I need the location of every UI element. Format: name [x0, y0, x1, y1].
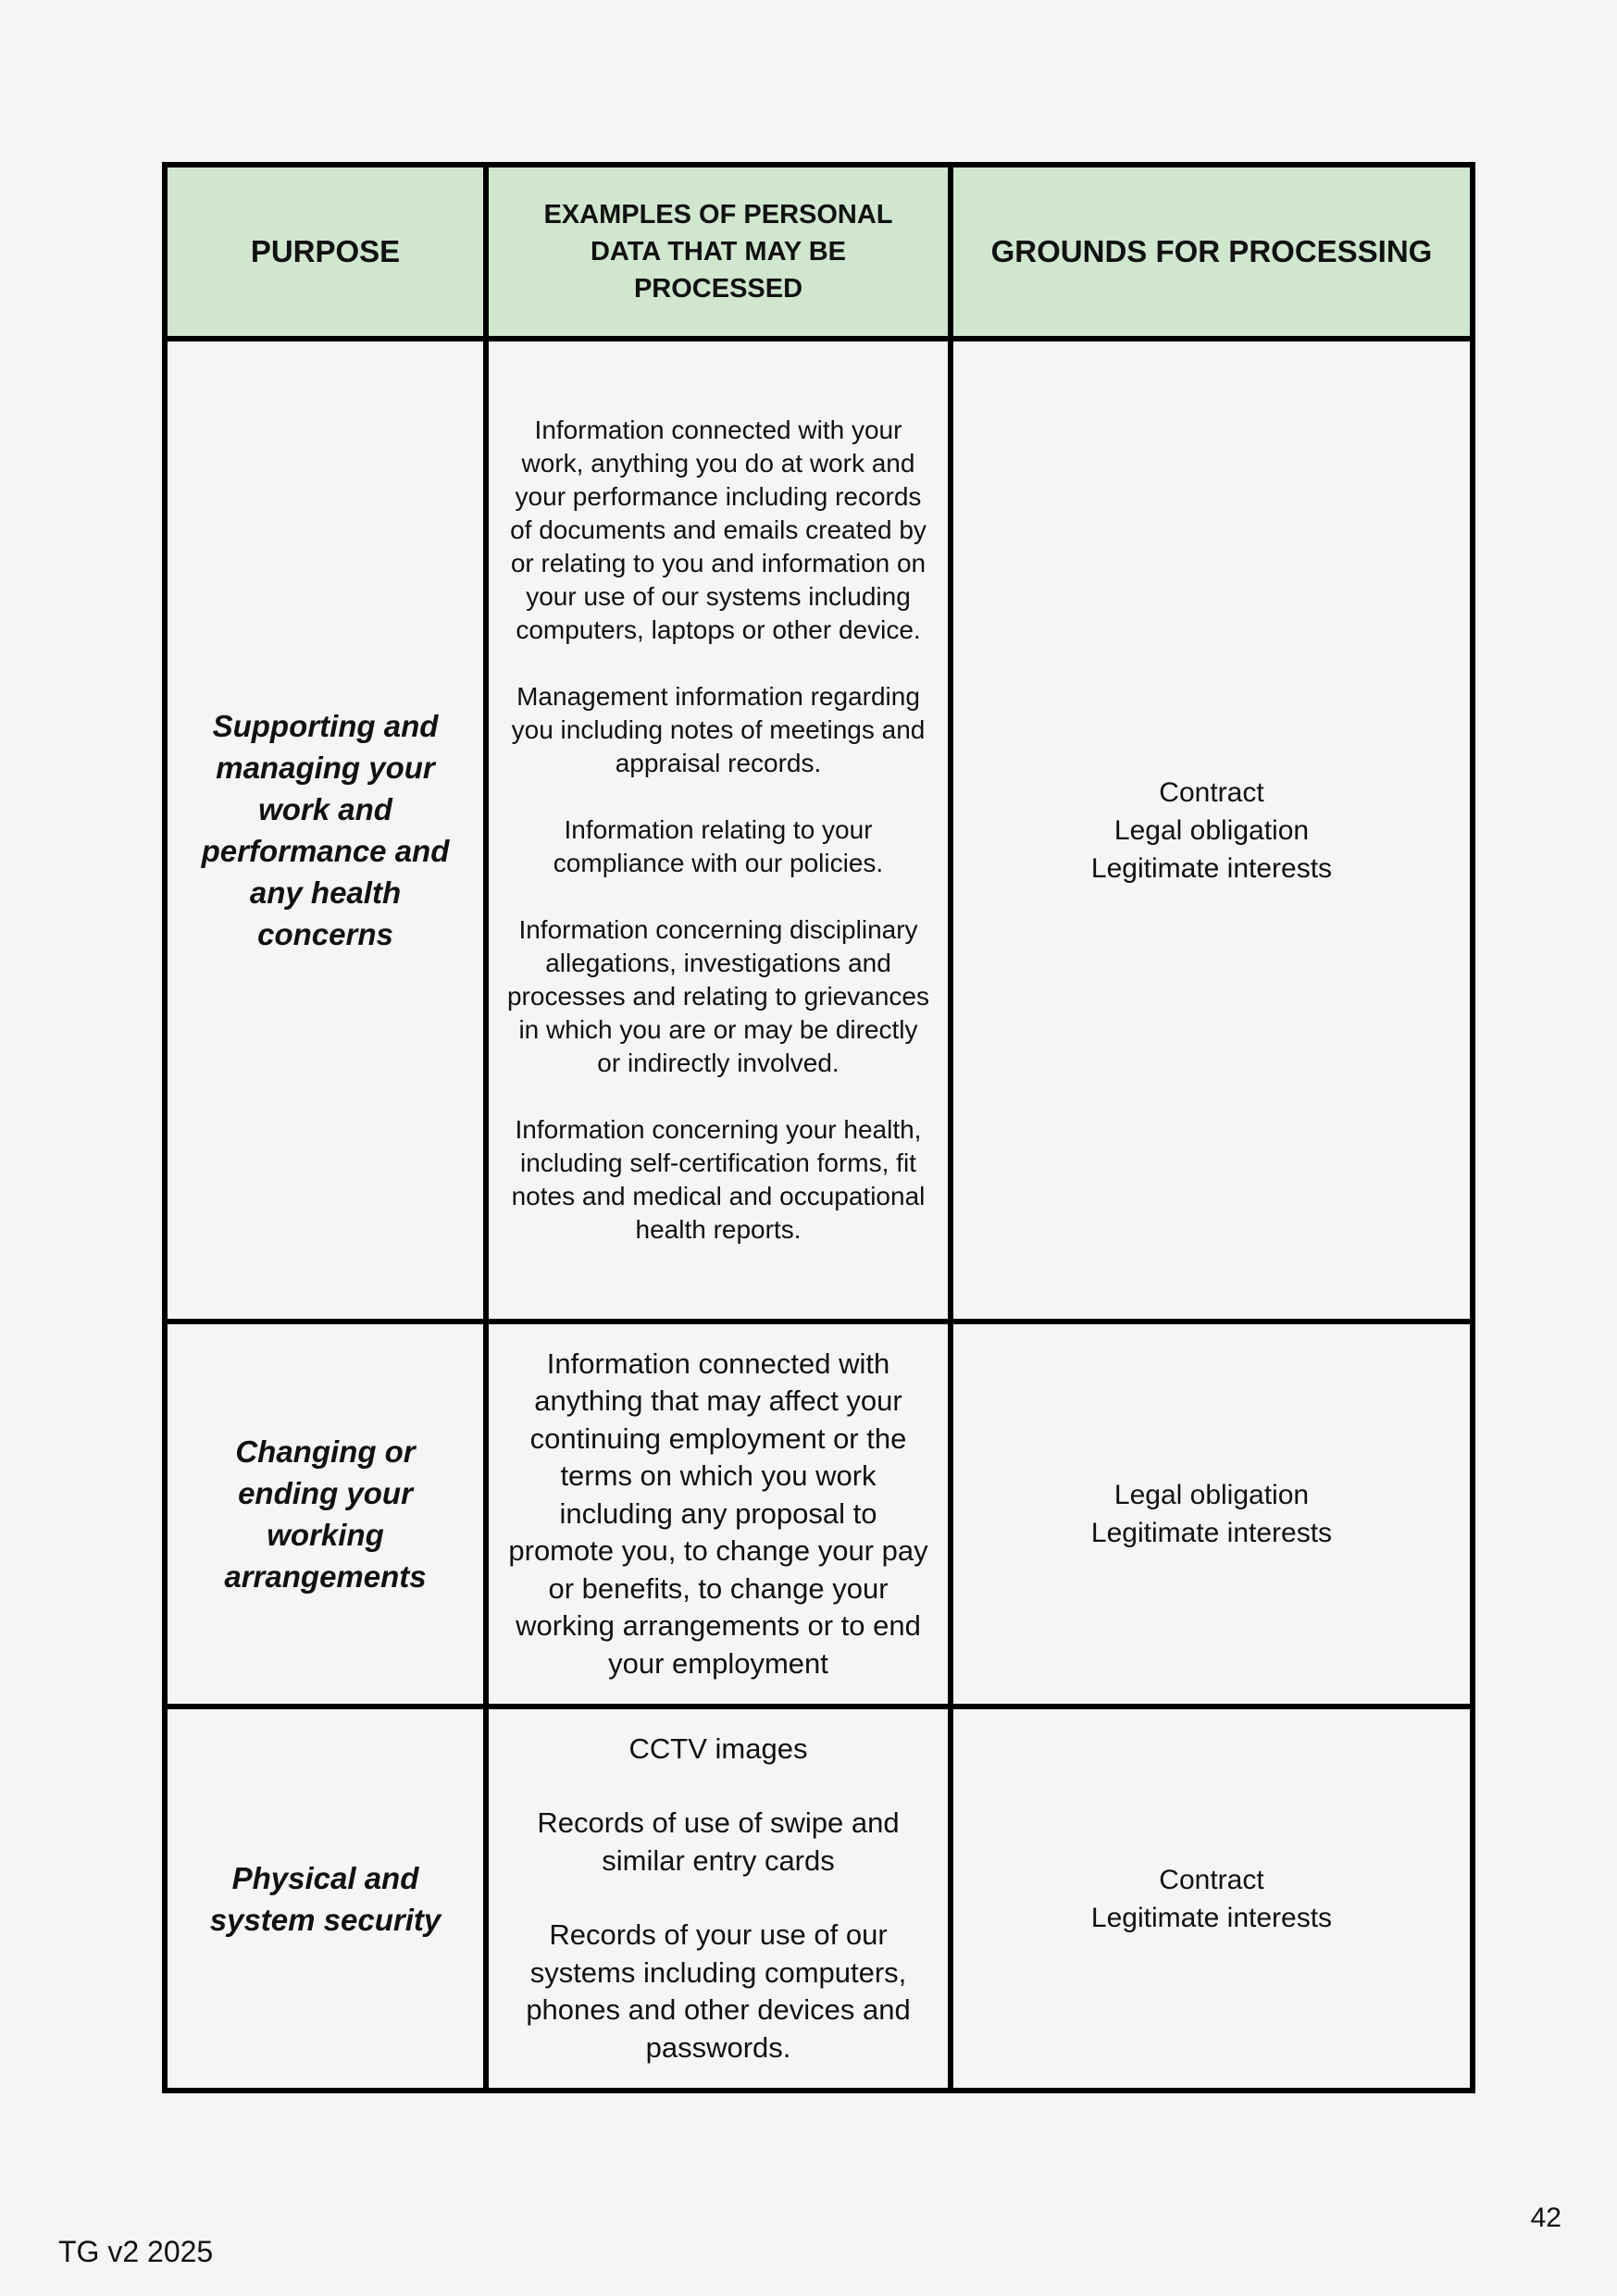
grounds-cell [951, 1706, 1473, 2091]
ground-item: Legitimate interests [1090, 852, 1333, 884]
ground-item: Contract [1159, 1864, 1264, 1895]
table-row [165, 1706, 1473, 2091]
purpose-cell: Changing or ending your working arrangements [165, 1322, 486, 1706]
header-purpose: PURPOSE [165, 165, 486, 339]
ground-item: Legitimate interests [1090, 1902, 1333, 1933]
ground-item: Contract [1159, 776, 1264, 808]
examples-cell [486, 1706, 951, 2091]
grounds-cell [951, 1322, 1473, 1706]
processing-table [162, 162, 1475, 2093]
examples-cell [486, 1322, 951, 1706]
example-paragraph: Records of use of swipe and similar entry cards [537, 1806, 900, 1877]
table-row [165, 339, 1473, 1322]
example-paragraph: CCTV images [628, 1731, 808, 1765]
example-paragraph: Information connected with your work, anything you do at work and your performance including records of documents and emails created by or relating to you and information on your use of our systems including computers, laptops or other device. [510, 416, 927, 644]
page-number: 42 [1530, 2203, 1561, 2233]
example-paragraph: Information concerning your health, including self-certification forms, fit notes and medical and occupational health reports. [511, 1115, 926, 1244]
ground-item: Legitimate interests [1090, 1518, 1333, 1548]
grounds-cell [951, 339, 1473, 1322]
purpose-cell: Physical and system security [165, 1706, 486, 2091]
header-examples: EXAMPLES OF PERSONAL DATA THAT MAY BE PROCESSED [486, 165, 951, 339]
ground-item: Legal obligation [1113, 814, 1310, 846]
example-paragraph: Records of your use of our systems including computers, phones and other devices and passwords. [526, 1918, 911, 2064]
examples-cell [486, 339, 951, 1322]
ground-item: Legal obligation [1113, 1480, 1310, 1510]
example-paragraph: Management information regarding you including notes of meetings and appraisal records. [511, 682, 926, 777]
example-paragraph: Information relating to your compliance with our policies. [553, 815, 884, 877]
document-version: TG v2 2025 [58, 2235, 214, 2268]
header-grounds: GROUNDS FOR PROCESSING [951, 165, 1473, 339]
table-row [165, 1322, 1473, 1706]
example-paragraph: Information connected with anything that may affect your continuing employment or the terms on which you work including any proposal to promote you, to change your pay or benefits, to change your working arrangements or to end your employment [508, 1347, 928, 1680]
table-header-row [165, 165, 1473, 339]
example-paragraph: Information concerning disciplinary allegations, investigations and processes and relating to grievances in which you are or may be directly or indirectly involved. [506, 915, 930, 1077]
purpose-cell: Supporting and managing your work and performance and any health concerns [165, 339, 486, 1322]
